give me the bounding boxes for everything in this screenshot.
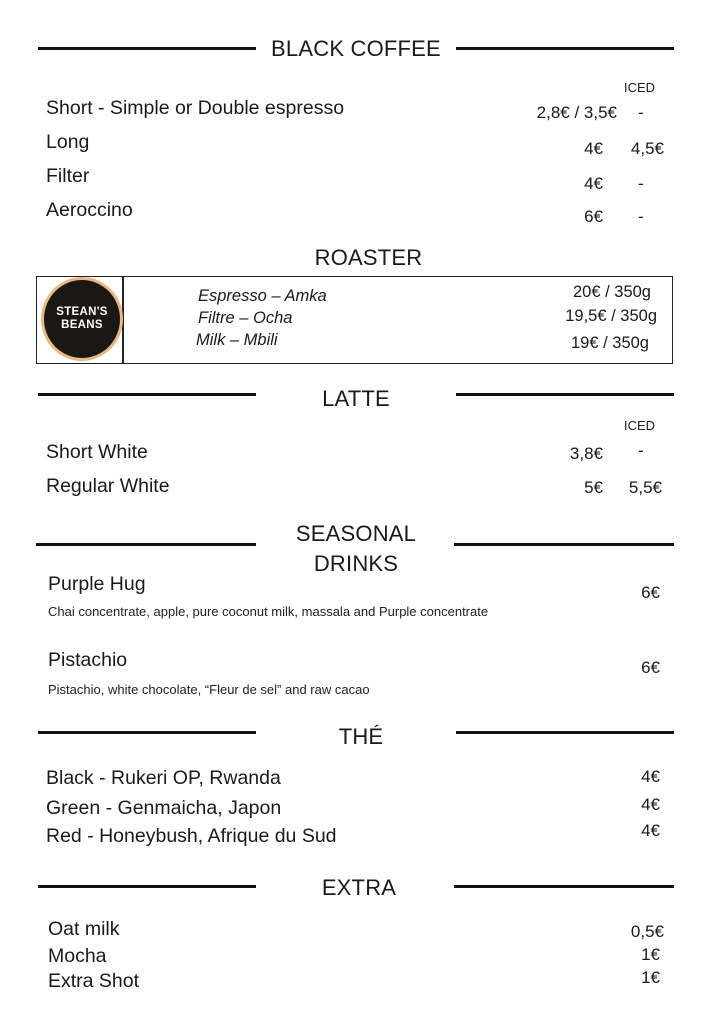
menu-item-price: 4€ <box>584 174 603 193</box>
menu-item-price: 5€ <box>584 478 603 497</box>
section-title-roaster: ROASTER <box>314 245 423 270</box>
menu-item-name: Filter <box>46 165 90 187</box>
menu-item-price: 1€ <box>641 945 660 964</box>
menu-item-name: Purple Hug <box>48 573 146 595</box>
section-rule-left <box>38 47 256 50</box>
section-rule-right <box>456 47 674 50</box>
section-rule-left <box>36 543 256 546</box>
steans-beans-logo <box>41 277 123 361</box>
menu-item-name: Oat milk <box>48 918 120 940</box>
section-rule-left <box>38 885 256 888</box>
section-title-latte: LATTE <box>322 386 390 411</box>
logo-text-line2: BEANS <box>61 319 103 331</box>
menu-item-name: Pistachio <box>48 649 128 671</box>
roaster-item-name: Espresso – Amka <box>198 287 327 305</box>
menu-item-price: 4€ <box>584 139 603 158</box>
menu-item-name: Short White <box>46 441 148 463</box>
menu-item-name: Extra Shot <box>48 970 140 992</box>
menu-item-price: 6€ <box>641 658 660 677</box>
menu-item-iced-price: - <box>638 103 644 122</box>
iced-column-label: ICED <box>624 80 656 95</box>
menu-item-price: 3,8€ <box>569 444 603 463</box>
roaster-item-price: 20€ / 350g <box>573 283 651 301</box>
menu-item-price: 6€ <box>584 207 603 226</box>
menu-item-iced-price: 4,5€ <box>630 139 664 158</box>
menu-item-iced-price: - <box>638 441 644 460</box>
menu-item-name: Short - Simple or Double espresso <box>46 97 345 119</box>
section-rule-right <box>454 543 674 546</box>
menu-item-name: Regular White <box>46 475 170 497</box>
menu-item-name: Green - Genmaicha, Japon <box>46 797 282 819</box>
menu-item-name: Aeroccino <box>46 199 133 221</box>
menu-item-name: Black - Rukeri OP, Rwanda <box>46 767 281 789</box>
menu-item-price: 4€ <box>641 767 660 786</box>
section-rule-right <box>456 393 674 396</box>
menu-item-description: Chai concentrate, apple, pure coconut milk, massala and Purple concentrate <box>48 604 489 619</box>
menu-item-price: 1€ <box>641 968 660 987</box>
section-rule-right <box>454 885 674 888</box>
section-title-the: THÉ <box>338 724 384 749</box>
menu-item-price: 6€ <box>641 583 660 602</box>
menu-item-price: 2,8€ / 3,5€ <box>536 103 617 122</box>
section-rule-left <box>38 731 256 734</box>
menu-item-iced-price: - <box>638 207 644 226</box>
section-title-seasonal-line1: SEASONAL <box>295 521 417 546</box>
menu-item-iced-price: - <box>638 174 644 193</box>
menu-item-price: 4€ <box>641 821 660 840</box>
roaster-item-name: Filtre – Ocha <box>198 309 293 327</box>
section-rule-right <box>456 731 674 734</box>
iced-column-label: ICED <box>624 418 656 433</box>
roaster-item-price: 19€ / 350g <box>571 334 649 352</box>
menu-item-description: Pistachio, white chocolate, “Fleur de sel” and raw cacao <box>48 682 370 697</box>
menu-item-name: Red - Honeybush, Afrique du Sud <box>46 825 337 847</box>
section-rule-left <box>38 393 256 396</box>
roaster-item-price: 19,5€ / 350g <box>565 307 657 325</box>
menu-item-name: Mocha <box>48 945 107 967</box>
section-title-extra: EXTRA <box>321 875 397 900</box>
section-title-seasonal-line2: DRINKS <box>313 551 399 576</box>
roaster-item-name: Milk – Mbili <box>196 331 278 349</box>
menu-item-price: 4€ <box>641 795 660 814</box>
menu-item-iced-price: 5,5€ <box>628 478 662 497</box>
menu-item-price: 0,5€ <box>630 922 664 941</box>
section-title-black-coffee: BLACK COFFEE <box>271 36 441 61</box>
logo-text-line1: STEAN'S <box>56 306 108 318</box>
menu-item-name: Long <box>46 131 90 153</box>
